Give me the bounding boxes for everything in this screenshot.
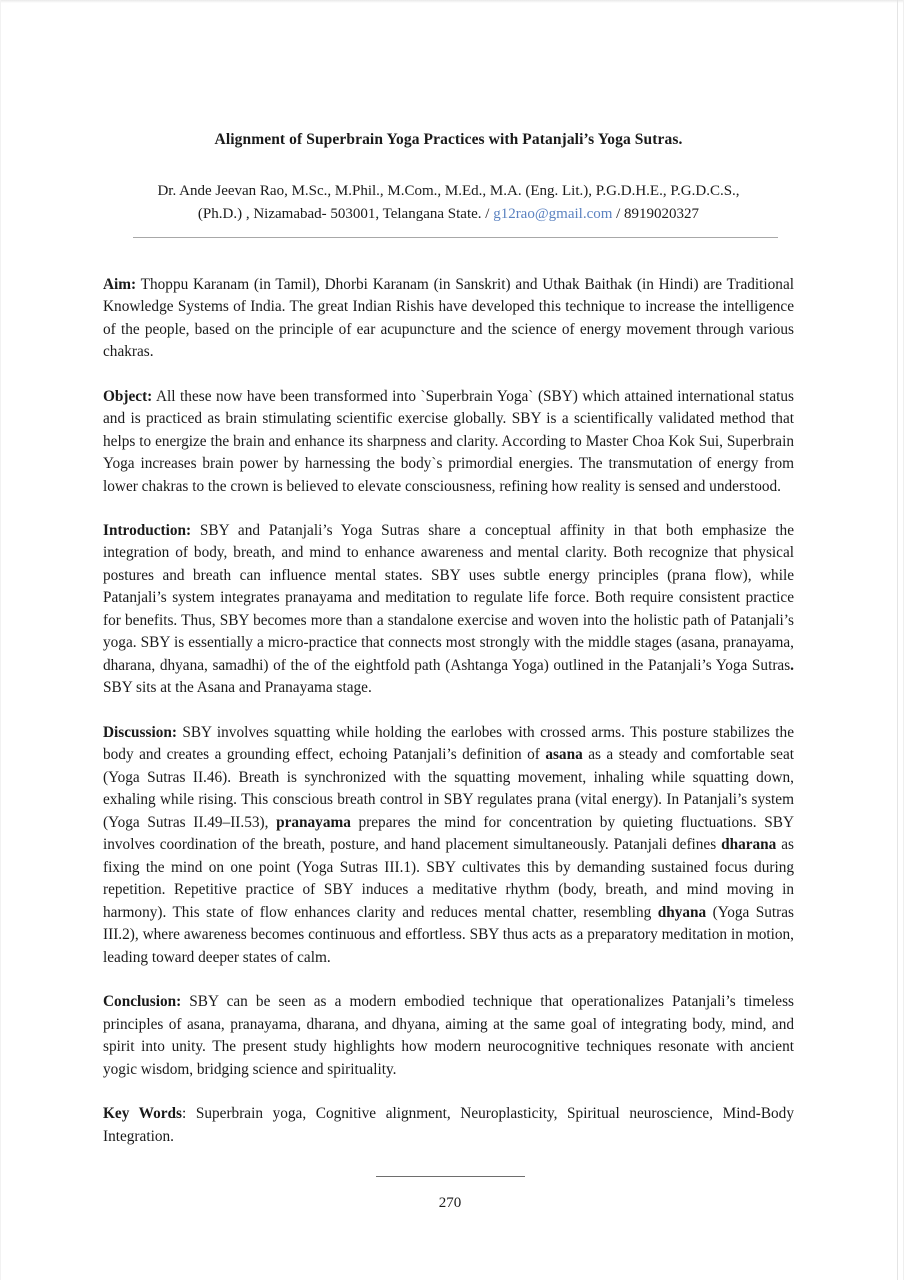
section-discussion-body-1: SBY involves squatting while holding the earlobes with crossed arms. This posture stabilizes the body and creates a grounding effect, echoing Patanjali’s definition of [103, 723, 794, 764]
section-introduction [103, 520, 794, 700]
section-aim-label: Aim: [103, 275, 137, 293]
section-introduction-bold-1: . [790, 656, 794, 674]
section-introduction-label: Introduction: [103, 522, 192, 539]
page-title: Alignment of Superbrain Yoga Practices with Patanjali’s Yoga Sutras. [214, 131, 683, 148]
section-keywords-body: : Superbrain yoga, Cognitive alignment, Neuroplasticity, Spiritual neuroscience, Mind-Body Integration. [103, 1105, 794, 1145]
section-discussion-body-5: (Yoga Sutras III.2), where awareness becomes continuous and effortless. SBY thus acts as a preparatory meditation in motion, leading toward deeper states of calm. [103, 903, 794, 966]
section-introduction-body-2: SBY sits at the Asana and Pranayama stage. [103, 679, 372, 697]
section-discussion [103, 722, 794, 969]
section-discussion-body-2: as a steady and comfortable seat (Yoga Sutras II.46). Breath is synchronized with the squatting movement, inhaling while squatting down, exhaling while rising. This conscious breath control in SBY regulates prana (vital energy). In Patanjali’s system (Yoga Sutras II.49–II.53), [103, 746, 794, 831]
page-number: 270 [438, 1195, 462, 1212]
author-email-link[interactable]: g12rao@gmail.com [493, 206, 613, 223]
section-discussion-body-3: prepares the mind for concentration by quieting fluctuations. SBY involves coordination of the breath, posture, and hand placement simultaneously. Patanjali defines [103, 813, 794, 854]
section-discussion-bold-pranayama: pranayama [276, 813, 351, 831]
section-keywords-label: Key Words [103, 1105, 183, 1123]
section-introduction-body-1: SBY and Patanjali’s Yoga Sutras share a conceptual affinity in that both emphasize the integration of body, breath, and mind to enhance awareness and mental clarity. Both recognize that physical postures and breath can influence mental states. SBY uses subtle energy principles (prana flow), while Patanjali’s system integrates pranayama and meditation to regulate life force. Both require consistent practice for benefits. Thus, SBY becomes more than a standalone exercise and woven into the holistic path of Patanjali’s yoga. SBY is essentially a micro-practice that connects most strongly with the middle stages (asana, pranayama, dharana, dhyana, samadhi) of the of the eightfold path (Ashtanga Yoga) outlined in the Patanjali’s Yoga Sutras [103, 522, 794, 674]
author-phone: / 8919020327 [612, 206, 700, 223]
author-block [103, 180, 794, 227]
section-discussion-bold-dharana: dharana [721, 836, 777, 854]
section-discussion-body-4: as fixing the mind on one point (Yoga Sutras III.1). SBY cultivates this by demanding sustained focus during repetition. Repetitive practice of SBY induces a meditative rhythm (body, breath, and mind moving in harmony). This state of flow enhances clarity and reduces mental chatter, resembling [103, 836, 794, 921]
document-content [103, 0, 794, 1212]
footer-divider [376, 1176, 525, 1177]
section-conclusion-label: Conclusion: [103, 993, 182, 1011]
section-discussion-bold-dhyana: dhyana [657, 903, 707, 921]
author-line-1: Dr. Ande Jeevan Rao, M.Sc., M.Phil., M.Com., M.Ed., M.A. (Eng. Lit.), P.G.D.H.E., P.G.D.C.S., [157, 183, 740, 200]
section-conclusion-body: SBY can be seen as a modern embodied technique that operationalizes Patanjali’s timeless principles of asana, pranayama, dharana, and dhyana, aiming at the same goal of integrating body, mind, and spirit into unity. The present study highlights how modern neurocognitive techniques resonate with ancient yogic wisdom, bridging science and spirituality. [103, 993, 794, 1078]
author-affiliation: (Ph.D.) , Nizamabad- 503001, Telangana State. / [197, 206, 494, 223]
section-keywords [103, 1103, 794, 1148]
page-right-edge [897, 0, 898, 1280]
section-object-body: All these now have been transformed into `Superbrain Yoga` (SBY) which attained international status and is practiced as brain stimulating scientific exercise globally. SBY is a scientifically validated method that helps to energize the brain and enhance its sharpness and clarity. According to Master Choa Kok Sui, Superbrain Yoga increases brain power by harnessing the body`s primordial energies. The transmutation of energy from lower chakras to the crown is believed to elevate consciousness, refining how reality is sensed and understood. [103, 387, 794, 495]
header-divider [133, 237, 778, 238]
section-conclusion [103, 991, 794, 1081]
page-left-edge [0, 0, 1, 1280]
section-discussion-label: Discussion: [103, 723, 177, 741]
section-object [103, 386, 794, 498]
author-line-2 [117, 203, 780, 226]
section-object-label: Object: [103, 387, 153, 405]
section-aim [103, 274, 794, 364]
section-aim-body: Thoppu Karanam (in Tamil), Dhorbi Karanam (in Sanskrit) and Uthak Baithak (in Hindi) are Traditional Knowledge Systems of India. The great Indian Rishis have developed this technique to increase the intelligence of the people, based on the principle of ear acupuncture and the science of energy movement through various chakras. [103, 275, 794, 361]
section-discussion-bold-asana: asana [545, 746, 583, 764]
